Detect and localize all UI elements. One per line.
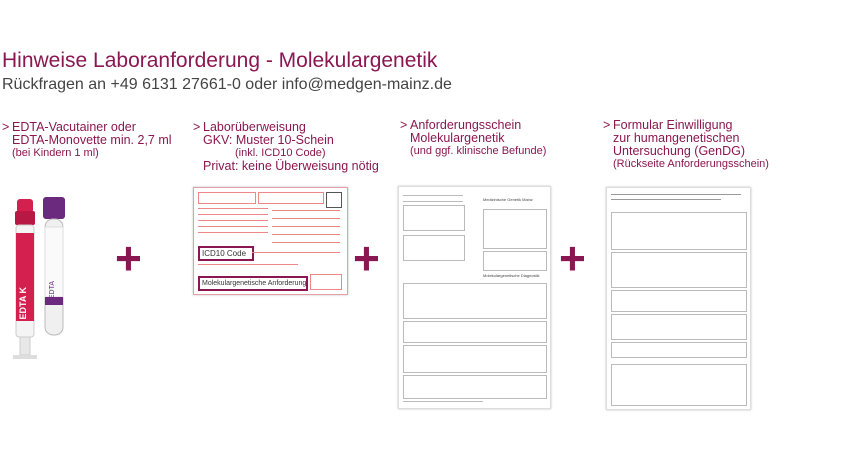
step-line: (Rückseite Anforderungsschein) (613, 158, 769, 170)
step-line: zur humangenetischen (613, 131, 740, 145)
step-vacutainer (2, 120, 172, 160)
step-line: Anforderungsschein (410, 118, 522, 132)
anforderungsschein-image (398, 186, 551, 409)
plus-icon: + (559, 232, 586, 284)
step-line: Formular Einwilligung (613, 118, 733, 132)
molekulargenetik-label: Molekulargenetische Anforderung (202, 280, 307, 287)
arrow-marker: > (2, 120, 10, 134)
arrow-marker: > (193, 120, 201, 134)
form-section-title: Molekulargenetische Diagnostik (483, 273, 540, 278)
step-line: (und ggf. klinische Befunde) (410, 145, 547, 157)
step-anforderungsschein (400, 118, 547, 158)
step-line: (inkl. ICD10 Code) (235, 147, 326, 159)
red-tube-label: EDTA K (18, 287, 28, 320)
plus-icon: + (353, 232, 380, 284)
step-einwilligung (603, 118, 769, 171)
einwilligung-form-image (606, 187, 751, 410)
icd10-code-box (198, 246, 254, 261)
muster10-form-image (193, 187, 348, 295)
edta-tubes-image (8, 193, 70, 365)
step-line: Molekulargenetik (410, 131, 505, 145)
step-line: Untersuchung (GenDG) (613, 144, 746, 158)
form-header: Medizinische Genetik Mainz (483, 197, 533, 202)
arrow-marker: > (400, 118, 408, 132)
molekulargenetik-box (198, 276, 308, 291)
icd10-code-label: ICD10 Code (202, 249, 247, 258)
step-line: GKV: Muster 10-Schein (203, 133, 334, 147)
arrow-marker: > (603, 118, 611, 132)
contact-subtitle: Rückfragen an +49 6131 27661-0 oder info@medgen-mainz.de (2, 76, 452, 93)
purple-tube-label: EDTA (49, 281, 56, 300)
step-line: EDTA-Monovette min. 2,7 ml (12, 133, 172, 147)
tubes-drawing (8, 193, 70, 365)
step-line: Laborüberweisung (203, 120, 306, 134)
plus-icon: + (115, 232, 142, 284)
step-laborueberweisung (193, 120, 379, 173)
step-line: Privat: keine Überweisung nötig (203, 159, 379, 173)
step-line: (bei Kindern 1 ml) (12, 147, 99, 159)
step-line: EDTA-Vacutainer oder (12, 120, 136, 134)
page-title: Hinweise Laboranforderung - Molekulargenetik (2, 49, 438, 72)
